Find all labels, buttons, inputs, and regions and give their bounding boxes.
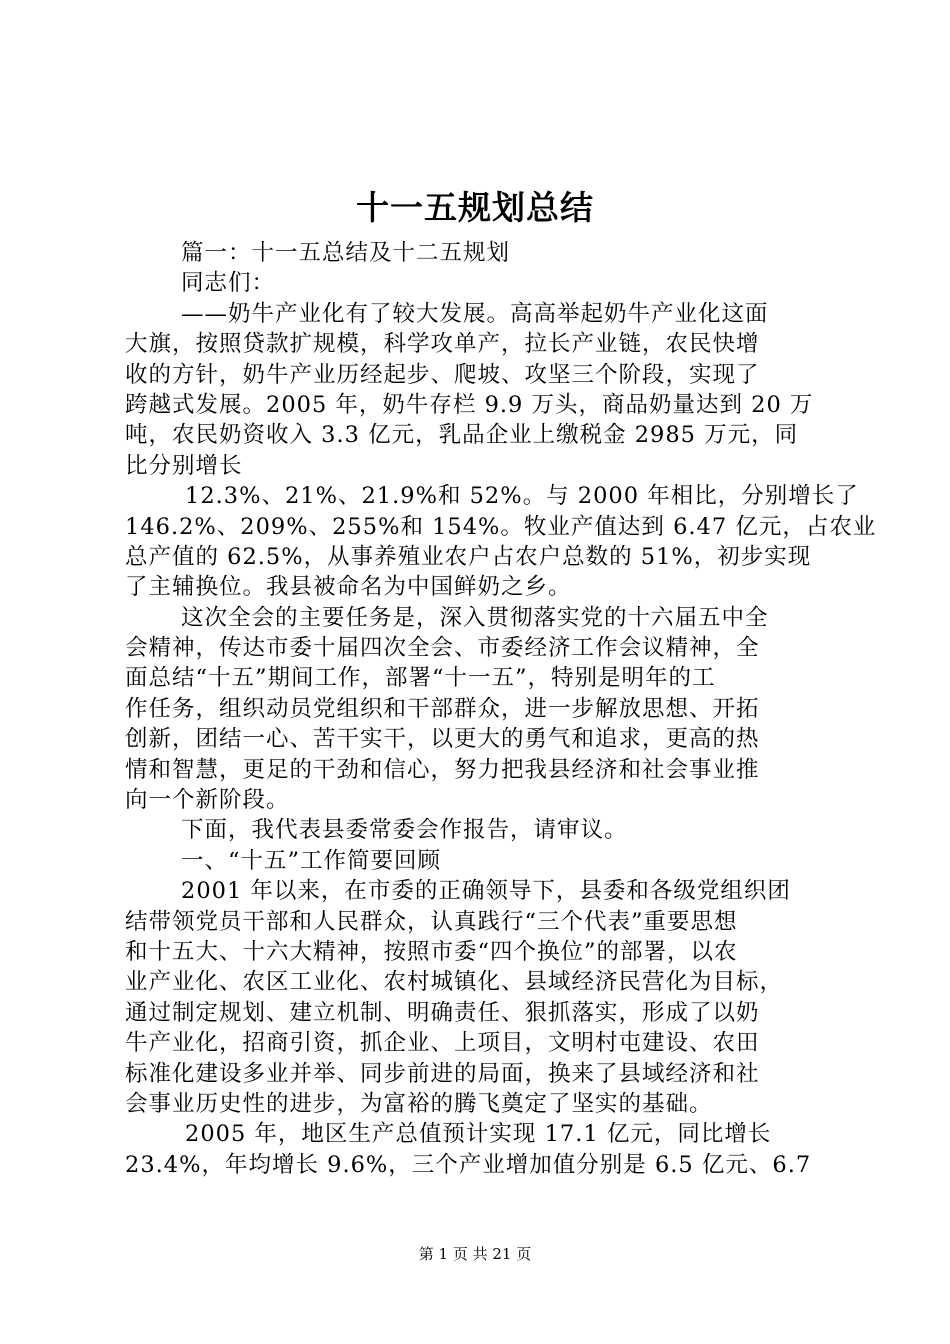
text-line: 总产值的 62.5%，从事养殖业农户占农户总数的 51%，初步实现 [125, 543, 812, 570]
text-line: 创新，团结一心、苦干实干，以更大的勇气和追求，更高的热 [125, 726, 760, 753]
text-line: 跨越式发展。2005 年，奶牛存栏 9.9 万头，商品奶量达到 20 万 [125, 391, 814, 418]
text-line: 篇一：十一五总结及十二五规划 [181, 240, 511, 266]
document-body [125, 238, 877, 1180]
text-line: 会事业历史性的进步，为富裕的腾飞奠定了坚实的基础。 [125, 1090, 713, 1117]
text-line: 2005 年，地区生产总值预计实现 17.1 亿元，同比增长 [185, 1121, 772, 1148]
section-heading: 一、“十五”工作简要回顾 [181, 847, 442, 874]
text-line: 146.2%、209%、255%和 154%。牧业产值达到 6.47 亿元，占农业 [125, 513, 877, 540]
text-line: 作任务，组织动员党组织和干部群众，进一步解放思想、开拓 [125, 695, 760, 722]
text-line: 牛产业化，招商引资，抓企业、上项目，文明村屯建设、农田 [125, 1030, 760, 1057]
text-line: 23.4%，年均增长 9.6%，三个产业增加值分别是 6.5 亿元、6.7 [125, 1151, 812, 1178]
page-number-footer: 第 1 页 共 21 页 [418, 1245, 532, 1263]
text-line: 情和智慧，更足的干劲和信心，努力把我县经济和社会事业推 [125, 756, 760, 783]
text-line: 2001 年以来，在市委的正确领导下，县委和各级党组织团 [181, 878, 791, 905]
text-line: 标准化建设多业并举、同步前进的局面，换来了县域经济和社 [125, 1060, 760, 1087]
text-line: 吨，农民奶资收入 3.3 亿元，乳品企业上缴税金 2985 万元，同 [125, 422, 799, 449]
text-line: 结带领党员干部和人民群众，认真践行“三个代表”重要思想 [125, 908, 738, 935]
text-line: 业产业化、农区工业化、农村城镇化、县域经济民营化为目标， [125, 969, 784, 996]
text-line: 这次全会的主要任务是，深入贯彻落实党的十六届五中全 [181, 604, 769, 631]
text-line: ——奶牛产业化有了较大发展。高高举起奶牛产业化这面 [181, 300, 769, 327]
text-line: 向一个新阶段。 [125, 787, 290, 814]
text-line: 比分别增长 [125, 452, 243, 479]
text-line: 大旗，按照贷款扩规模，科学攻单产，拉长产业链，农民快增 [125, 331, 760, 358]
text-line: 通过制定规划、建立机制、明确责任、狠抓落实，形成了以奶 [125, 999, 760, 1026]
text-line: 会精神，传达市委十届四次全会、市委经济工作会议精神，全 [125, 635, 760, 662]
text-line: 了主辅换位。我县被命名为中国鲜奶之乡。 [125, 574, 572, 601]
text-line: 下面，我代表县委常委会作报告，请审议。 [181, 817, 628, 844]
text-line: 收的方针，奶牛产业历经起步、爬坡、攻坚三个阶段，实现了 [125, 361, 760, 388]
text-line: 面总结“十五”期间工作，部署“十一五”，特别是明年的工 [125, 665, 716, 692]
text-line: 和十五大、十六大精神，按照市委“四个换位”的部署，以农 [125, 938, 738, 965]
text-line: 12.3%、21%、21.9%和 52%。与 2000 年相比，分别增长了 [185, 483, 859, 510]
text-line: 同志们： [181, 270, 276, 297]
document-title: 十一五规划总结 [356, 188, 594, 227]
